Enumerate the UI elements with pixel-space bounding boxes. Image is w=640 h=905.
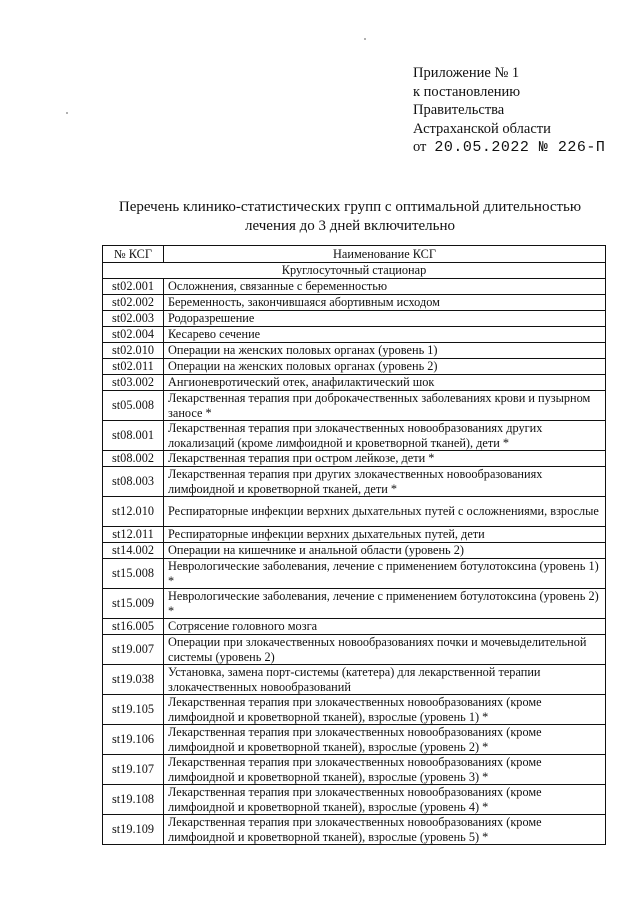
ksg-code: st08.003 xyxy=(103,467,164,497)
document-title xyxy=(100,198,600,235)
ksg-code: st19.108 xyxy=(103,785,164,815)
ksg-name: Лекарственная терапия при злокачественных новообразованиях других локализаций (кроме лимфоидной и кроветворной тканей), дети * xyxy=(164,421,606,451)
table-body xyxy=(103,263,606,845)
ksg-name: Лекарственная терапия при злокачественных новообразованиях (кроме лимфоидной и кроветворной тканей), взрослые (уровень 2) * xyxy=(164,725,606,755)
ksg-name: Неврологические заболевания, лечение с применением ботулотоксина (уровень 2) * xyxy=(164,589,606,619)
table-row xyxy=(103,375,606,391)
ksg-name: Кесарево сечение xyxy=(164,327,606,343)
ksg-name: Лекарственная терапия при злокачественных новообразованиях (кроме лимфоидной и кроветворной тканей), взрослые (уровень 1) * xyxy=(164,695,606,725)
ksg-code: st19.038 xyxy=(103,665,164,695)
scan-speck xyxy=(364,38,366,40)
appendix-line: Правительства xyxy=(413,102,505,119)
decree-line xyxy=(413,138,605,158)
section-title: Круглосуточный стационар xyxy=(103,263,606,279)
ksg-code: st14.002 xyxy=(103,543,164,559)
table-row xyxy=(103,343,606,359)
ksg-name: Операции при злокачественных новообразованиях почки и мочевыделительной системы (уровень 2) xyxy=(164,635,606,665)
table-row xyxy=(103,785,606,815)
ksg-code: st02.002 xyxy=(103,295,164,311)
ksg-name: Беременность, закончившаяся абортивным исходом xyxy=(164,295,606,311)
ksg-name: Респираторные инфекции верхних дыхательных путей с осложнениями, взрослые xyxy=(164,497,606,527)
table-row xyxy=(103,635,606,665)
ksg-code: st15.008 xyxy=(103,559,164,589)
appendix-block xyxy=(413,64,605,158)
table-row xyxy=(103,451,606,467)
ksg-code: st02.011 xyxy=(103,359,164,375)
table-row xyxy=(103,391,606,421)
ksg-name: Сотрясение головного мозга xyxy=(164,619,606,635)
ksg-table xyxy=(102,245,606,845)
ksg-code: st02.003 xyxy=(103,311,164,327)
ksg-name: Установка, замена порт-системы (катетера) для лекарственной терапии злокачественных новообразований xyxy=(164,665,606,695)
ksg-code: st19.107 xyxy=(103,755,164,785)
ksg-code: st16.005 xyxy=(103,619,164,635)
ksg-code: st02.010 xyxy=(103,343,164,359)
ksg-code: st05.008 xyxy=(103,391,164,421)
ksg-code: st15.009 xyxy=(103,589,164,619)
ksg-code: st19.105 xyxy=(103,695,164,725)
ksg-name: Лекарственная терапия при других злокачественных новообразованиях лимфоидной и кроветворной тканей, дети * xyxy=(164,467,606,497)
table-row xyxy=(103,359,606,375)
title-line: лечения до 3 дней включительно xyxy=(244,217,456,234)
table-row xyxy=(103,695,606,725)
ksg-name: Лекарственная терапия при злокачественных новообразованиях (кроме лимфоидной и кроветворной тканей), взрослые (уровень 3) * xyxy=(164,755,606,785)
ksg-name: Лекарственная терапия при остром лейкозе, дети * xyxy=(164,451,606,467)
appendix-line: к постановлению xyxy=(413,83,521,100)
ksg-name: Ангионевротический отек, анафилактический шок xyxy=(164,375,606,391)
decree-prefix: от xyxy=(413,139,427,156)
ksg-name: Респираторные инфекции верхних дыхательных путей, дети xyxy=(164,527,606,543)
ksg-code: st03.002 xyxy=(103,375,164,391)
ksg-code: st19.109 xyxy=(103,815,164,845)
ksg-name: Лекарственная терапия при злокачественных новообразованиях (кроме лимфоидной и кроветворной тканей), взрослые (уровень 5) * xyxy=(164,815,606,845)
table-row xyxy=(103,279,606,295)
table-row xyxy=(103,755,606,785)
ksg-code: st08.002 xyxy=(103,451,164,467)
ksg-name: Лекарственная терапия при доброкачественных заболеваниях крови и пузырном заносе * xyxy=(164,391,606,421)
ksg-name: Осложнения, связанные с беременностью xyxy=(164,279,606,295)
table-row xyxy=(103,311,606,327)
table-row xyxy=(103,421,606,451)
decree-date-number: 20.05.2022 № 226-П xyxy=(434,139,606,157)
table-row xyxy=(103,589,606,619)
table-row xyxy=(103,327,606,343)
table-row xyxy=(103,619,606,635)
ksg-code: st12.010 xyxy=(103,497,164,527)
table-row xyxy=(103,527,606,543)
ksg-name: Операции на женских половых органах (уровень 1) xyxy=(164,343,606,359)
table-row xyxy=(103,815,606,845)
appendix-line: Приложение № 1 xyxy=(413,65,520,81)
section-row xyxy=(103,263,606,279)
ksg-code: st19.106 xyxy=(103,725,164,755)
ksg-name: Лекарственная терапия при злокачественных новообразованиях (кроме лимфоидной и кроветворной тканей), взрослые (уровень 4) * xyxy=(164,785,606,815)
table-row xyxy=(103,295,606,311)
ksg-code: st02.004 xyxy=(103,327,164,343)
header-name: Наименование КСГ xyxy=(164,246,606,263)
ksg-name: Операции на женских половых органах (уровень 2) xyxy=(164,359,606,375)
header-code: № КСГ xyxy=(103,246,164,263)
table-header-row xyxy=(103,246,606,263)
table-row xyxy=(103,665,606,695)
ksg-code: st19.007 xyxy=(103,635,164,665)
table-row xyxy=(103,725,606,755)
appendix-line: Астраханской области xyxy=(413,120,551,137)
table-row xyxy=(103,559,606,589)
scan-speck xyxy=(66,112,68,114)
ksg-code: st08.001 xyxy=(103,421,164,451)
table-row xyxy=(103,497,606,527)
table-row xyxy=(103,467,606,497)
ksg-name: Неврологические заболевания, лечение с применением ботулотоксина (уровень 1) * xyxy=(164,559,606,589)
ksg-code: st12.011 xyxy=(103,527,164,543)
ksg-name: Операции на кишечнике и анальной области (уровень 2) xyxy=(164,543,606,559)
table-row xyxy=(103,543,606,559)
ksg-name: Родоразрешение xyxy=(164,311,606,327)
ksg-code: st02.001 xyxy=(103,279,164,295)
title-line: Перечень клинико-статистических групп с оптимальной длительностью xyxy=(118,199,582,215)
